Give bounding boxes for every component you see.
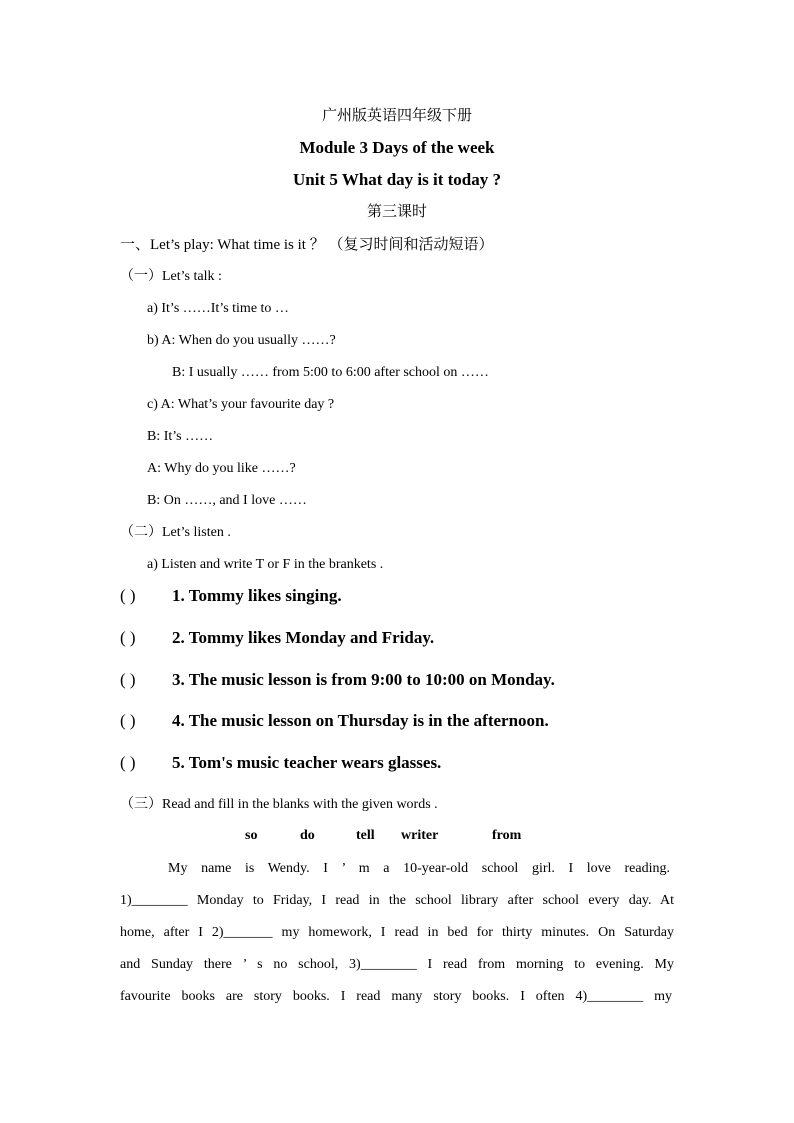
true-false-item (120, 587, 342, 605)
answer-blank[interactable]: ( ) (120, 628, 136, 647)
talk-item-a: a) It’s ……It’s time to … (147, 301, 289, 316)
true-false-item (120, 754, 441, 772)
word-bank-word: tell (356, 828, 375, 843)
talk-item-b: b) A: When do you usually ……? (147, 333, 336, 348)
textbook-title: 广州版英语四年级下册 (321, 108, 472, 124)
true-false-item (120, 712, 549, 730)
statement-text: 1. Tommy likes singing. (172, 586, 342, 605)
passage-line: My name is Wendy. I ’ m a 10-year-old school girl. I love reading. (168, 861, 670, 876)
statement-text: 3. The music lesson is from 9:00 to 10:00 on Monday. (172, 670, 555, 689)
answer-blank[interactable]: ( ) (120, 670, 136, 689)
word-bank-word: do (300, 828, 315, 843)
true-false-item (120, 629, 434, 647)
word-bank-word: from (492, 828, 522, 843)
part3-heading: （三）Read and fill in the blanks with the given words . (120, 797, 438, 812)
talk-item-c: c) A: What’s your favourite day ? (147, 397, 335, 412)
word-bank-word: so (245, 828, 258, 843)
word-bank-word: writer (401, 828, 439, 843)
part1-heading: （一）Let’s talk : (120, 269, 222, 284)
answer-blank[interactable]: ( ) (120, 586, 136, 605)
part2-heading: （二）Let’s listen . (120, 525, 231, 540)
statement-text: 2. Tommy likes Monday and Friday. (172, 628, 435, 647)
talk-item-b-response: B: I usually …… from 5:00 to 6:00 after school on …… (172, 365, 489, 380)
module-title: Module 3 Days of the week (299, 138, 495, 157)
talk-item-c-question: A: Why do you like ……? (147, 461, 296, 476)
lesson-title: 第三课时 (366, 204, 427, 220)
passage-line: 1)________ Monday to Friday, I read in the school library after school every day. At (120, 893, 674, 908)
answer-blank[interactable]: ( ) (120, 711, 136, 730)
talk-item-c-answer: B: On ……, and I love …… (147, 493, 307, 508)
section1-heading: 一、Let’s play: What time is it ？ （复习时间和活动短语） (120, 237, 494, 253)
talk-item-c-response: B: It’s …… (147, 429, 214, 444)
statement-text: 4. The music lesson on Thursday is in the afternoon. (172, 711, 549, 730)
unit-title: Unit 5 What day is it today ? (293, 170, 501, 189)
passage-line: favourite books are story books. I read many story books. I often 4)________ my (120, 989, 672, 1004)
true-false-item (120, 671, 555, 689)
listen-instruction: a) Listen and write T or F in the brankets . (147, 557, 384, 572)
answer-blank[interactable]: ( ) (120, 753, 136, 772)
passage-line: home, after I 2)_______ my homework, I read in bed for thirty minutes. On Saturday (120, 925, 674, 940)
passage-line: and Sunday there ’ s no school, 3)________ I read from morning to evening. My (120, 957, 674, 972)
statement-text: 5. Tom's music teacher wears glasses. (172, 753, 442, 772)
